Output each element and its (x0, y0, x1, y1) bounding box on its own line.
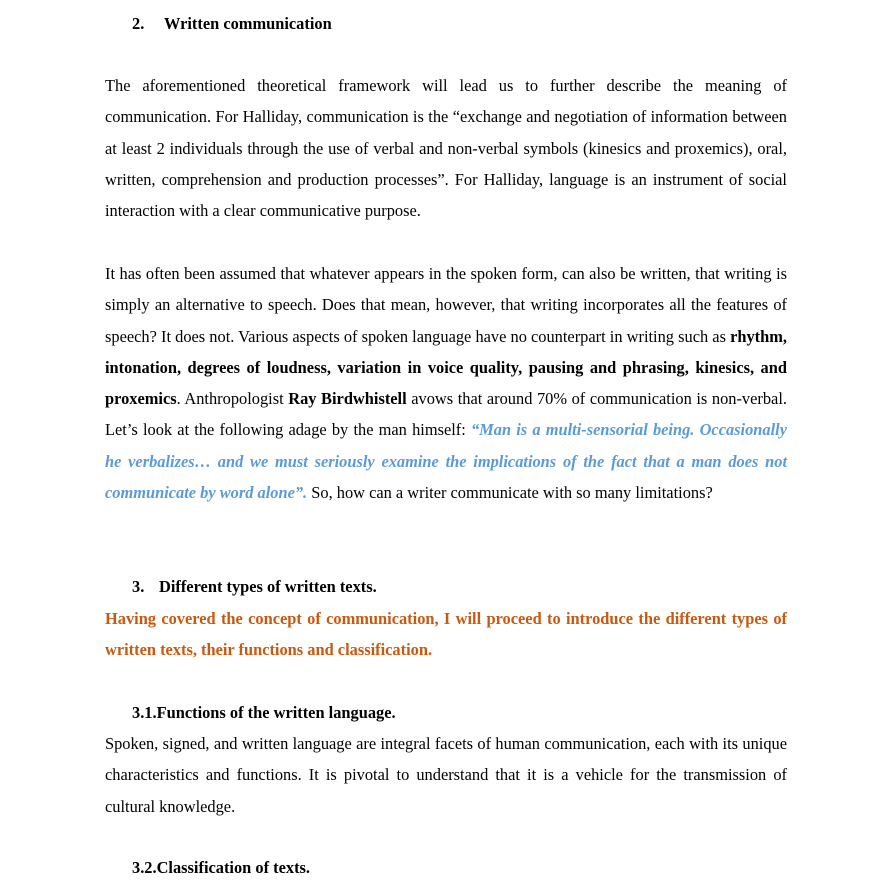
quote: “Man is a multi-sensorial being. Occasionally he verbalizes… and we must seriously examine the implications of the fact that a man does not communicate by word alone”. (105, 420, 787, 503)
section-title: Written communication (164, 14, 332, 33)
section-2-heading (132, 14, 332, 34)
section-number: 2. (132, 14, 145, 33)
section-3-1-body: Spoken, signed, and written language are integral facets of human communication, each with its unique characteristics and functions. It is pivotal to understand that it is a vehicle for the transmission of cultural knowledge. (105, 734, 787, 816)
section-3-intro: Having covered the concept of communication, I will proceed to introduce the different types of written texts, their functions and classification. (105, 609, 787, 660)
paragraph-text: So, how can a writer communicate with so many limitations? (307, 483, 713, 503)
bold-name: Ray Birdwhistell (288, 389, 407, 409)
bold-features: rhythm, intonation, degrees of loudness, variation in voice quality, pausing and phrasing, kinesics, and proxemics (105, 326, 787, 409)
section-title: Different types of written texts. (159, 577, 377, 596)
paragraph-communication-definition: The aforementioned theoretical framework will lead us to further describe the meaning of communication. For Halliday, communication is the “exchange and negotiation of information between at least 2 individuals through the use of verbal and non-verbal symbols (kinesics and proxemics), oral, written, comprehension and production processes”. For Halliday, language is an instrument of social interaction with a clear communicative purpose. (105, 76, 787, 221)
section-3-2-heading: 3.2.Classification of texts. (132, 858, 311, 877)
section-3-1-heading: 3.1.Functions of the written language. (132, 703, 396, 722)
section-number: 3. (132, 577, 145, 596)
paragraph-text: . Anthropologist (176, 389, 289, 409)
paragraph-text: It has often been assumed that whatever appears in the spoken form, can also be written, that writing is simply an alternative to speech. Does that mean, however, that writing incorporates all the features of speech? It does not. Various aspects of spoken language have no counterpart in writing such as (105, 264, 787, 346)
paragraph-spoken-vs-written (105, 258, 787, 508)
section-3-heading (132, 577, 377, 597)
paragraph-text: avows that around 70% of communication is non-verbal. Let’s look at the following adage by the man himself: (105, 389, 787, 440)
